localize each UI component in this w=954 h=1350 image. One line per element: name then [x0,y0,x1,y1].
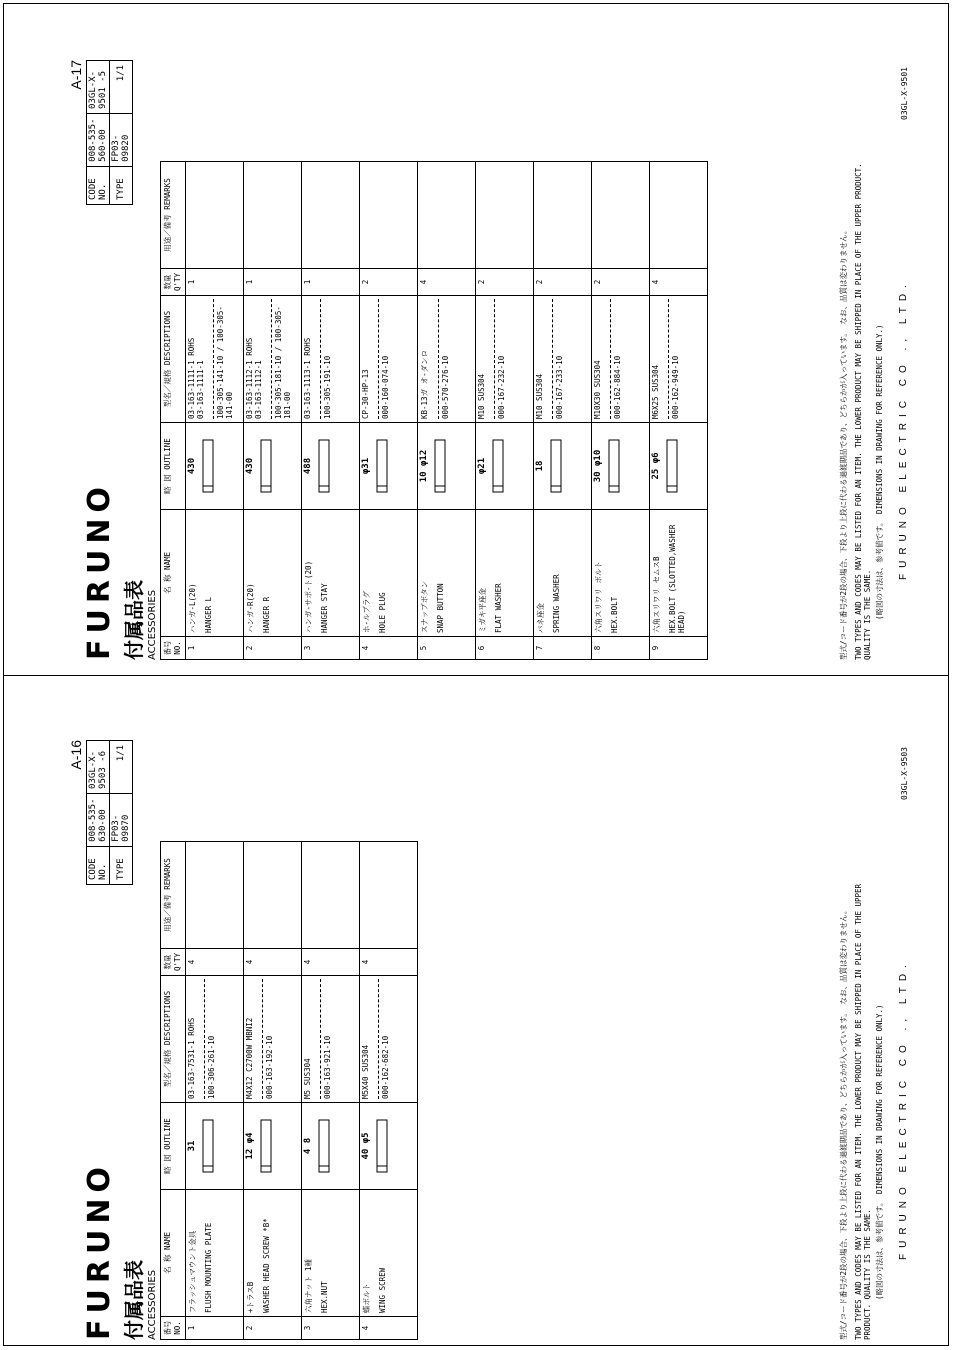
row-desc [592,296,650,423]
name-jp: 蝶ボルト [362,1283,371,1313]
row-name [592,510,650,637]
doc-id: 03GL-X-9501 [900,67,909,120]
row-qty: 2 [360,269,418,296]
row-name [418,510,476,637]
row-no: 1 [186,1317,244,1340]
row-no: 6 [476,637,534,660]
desc-line1: M5 SUS304 [303,1058,312,1099]
outline-dimension: 430 [245,457,255,475]
name-en: FLUSH MOUNTING PLATE [204,1222,213,1313]
table-row [592,162,650,660]
part-drawing-icon [313,1116,335,1176]
part-drawing-icon [197,1116,219,1176]
type-value: FP03-09870 [110,793,133,846]
doc-id: 03GL-X-9503 [900,747,909,800]
code-number: 000-163-192-10 [262,979,274,1099]
title-block [118,580,158,660]
desc-line1: M5X40 SUS304 [361,1044,370,1099]
row-desc [244,976,302,1103]
name-en: HEX.NUT [320,1281,329,1313]
code-number: 000-570-276-10 [438,299,450,419]
row-desc [244,296,302,423]
row-desc [302,976,360,1103]
row-name [360,510,418,637]
row-desc [186,976,244,1103]
row-no: 2 [244,637,302,660]
row-name [476,510,534,637]
row-qty: 4 [302,949,360,976]
code-number: 000-163-921-10 [320,979,332,1099]
part-drawing-icon [255,436,277,496]
row-name [244,510,302,637]
row-remarks [302,162,360,269]
table-row [244,842,302,1340]
row-name [302,510,360,637]
row-remarks [186,162,244,269]
name-jp: ハンガ-R(20) [246,583,255,633]
row-remarks [302,842,360,949]
name-en: WASHER HEAD SCREW *B* [262,1218,271,1313]
row-remarks [476,162,534,269]
note-en1: TWO TYPES AND CODES MAY BE LISTED FOR AN ITEM. THE LOWER PRODUCT MAY BE SHIPPED IN PLACE OF THE UPPER [854,883,863,1340]
name-en: SPRING WASHER [552,574,561,633]
page-divider [3,675,949,676]
accessories-table [160,841,418,1340]
row-desc [302,296,360,423]
part-drawing-icon [313,436,335,496]
name-jp: 六角スリワリ ボルト [594,560,603,633]
note-jp: 型式/コード番号が2段の場合、下段より上段に代わる過渡期品であり、どちらかが入っています。 なお、品質は変わりません。 [839,226,848,660]
part-drawing-icon [487,436,509,496]
row-outline [302,423,360,510]
row-qty: 4 [418,269,476,296]
type-label: TYPE [110,846,133,884]
desc-line1: M10 SUS304 [535,373,544,419]
note-jp: 型式/コード番号が2段の場合、下段より上段に代わる過渡期品であり、どちらかが入っています。 なお、品質は変わりません。 [839,906,848,1340]
header-qty: 数量 Q'TY [161,269,186,296]
name-en: HOLE PLUG [378,592,387,633]
row-name [534,510,592,637]
desc-line2: 03-163-1111-1 [196,360,205,419]
row-remarks [186,842,244,949]
row-outline [302,1103,360,1190]
part-drawing-icon [255,1116,277,1176]
row-desc [360,296,418,423]
row-name [244,1190,302,1317]
outline-dimension: 40 φ5 [361,1132,371,1160]
row-name [360,1190,418,1317]
sheet-count: 1/1 [110,61,133,114]
page-number: A-17 [68,60,84,90]
desc-line1: 03-163-1112-1 ROHS [245,337,254,419]
row-outline [476,423,534,510]
row-name [186,510,244,637]
desc-line1: M10X30 SUS304 [593,360,602,419]
header-name: 名 称 NAME [161,1190,186,1317]
row-qty: 2 [534,269,592,296]
header-no: 番号 NO. [161,1317,186,1340]
table-header [161,842,186,1340]
header-qty: 数量 Q'TY [161,949,186,976]
code-suffix: 03GL-X-9503 -6 [87,741,110,794]
name-en: FLAT WASHER [494,583,503,633]
row-outline [360,1103,418,1190]
table-row [534,162,592,660]
title-en: ACCESSORIES [147,589,158,660]
outline-dimension: 25 φ6 [651,452,661,480]
row-no: 4 [360,1317,418,1340]
code-suffix: 03GL-X-9501 -5 [87,61,110,114]
furuno-logo: FURUNO [82,481,117,660]
table-header [161,162,186,660]
code-no-label: CODE NO. [87,166,110,204]
title-jp: 付属品表 [122,580,146,660]
row-remarks [418,162,476,269]
row-outline [592,423,650,510]
row-desc [476,296,534,423]
code-box [86,60,133,205]
code-no: 008-535-630-00 [87,793,110,846]
outline-dimension: 18 [535,460,545,472]
row-outline [186,423,244,510]
table-row [360,842,418,1340]
row-desc [534,296,592,423]
code-no-label: CODE NO. [87,846,110,884]
code-number: 100-306-261-10 [204,979,216,1099]
name-jp: ミガキ平座金 [478,588,487,633]
desc-line1: M10 SUS304 [477,373,486,419]
outline-dimension: φ21 [477,457,487,475]
row-outline [186,1103,244,1190]
row-name [302,1190,360,1317]
table-row [302,842,360,1340]
table-row [244,162,302,660]
note-dim: (略図の寸法は、参考値です。 DIMENSIONS IN DRAWING FOR REFERENCE ONLY.) [875,1004,884,1300]
table-row [302,162,360,660]
row-desc [360,976,418,1103]
desc-line1: 03-163-7531-1 ROHS [187,1017,196,1099]
row-qty: 1 [186,269,244,296]
row-desc [650,296,708,423]
outline-dimension: 12 φ4 [245,1132,255,1160]
header-remarks: 用途／備考 REMARKS [161,842,186,949]
accessories-table [160,161,708,660]
header-name: 名 称 NAME [161,510,186,637]
name-jp: フラッシュマウント金具 [188,1230,197,1313]
row-remarks [360,842,418,949]
row-outline [534,423,592,510]
header-no: 番号 NO. [161,637,186,660]
outline-dimension: 10 φ12 [419,449,429,483]
code-no: 008-535-560-00 [87,113,110,166]
note-en2: QUALITY IS THE SAME. [863,569,872,660]
row-no: 3 [302,637,360,660]
furuno-logo: FURUNO [82,1161,117,1340]
desc-line2: 03-163-1112-1 [254,360,263,419]
part-drawing-icon [429,436,451,496]
row-no: 1 [186,637,244,660]
name-en: WING SCREW [378,1267,387,1313]
row-no: 9 [650,637,708,660]
part-drawing-icon [371,1116,393,1176]
title-block [118,1260,158,1340]
desc-line1: M6X25 SUS304 [651,364,660,419]
part-drawing-icon [371,436,393,496]
row-qty: 1 [302,269,360,296]
table-row [650,162,708,660]
type-label: TYPE [110,166,133,204]
row-remarks [592,162,650,269]
row-outline [244,423,302,510]
row-qty: 4 [650,269,708,296]
row-remarks [244,842,302,949]
title-jp: 付属品表 [122,1260,146,1340]
name-jp: 六角スリワリ セムスB [652,556,661,633]
header-outline: 略 図 OUTLINE [161,1103,186,1190]
header-remarks: 用途／備考 REMARKS [161,162,186,269]
part-drawing-icon [661,436,683,496]
row-remarks [360,162,418,269]
code-number: 100-305-181-10 / 100-305-181-00 [271,299,292,419]
name-en: SNAP BUTTON [436,583,445,633]
part-drawing-icon [197,436,219,496]
desc-line1: M4X12 C2700W MBNI2 [245,1017,254,1099]
name-en: HEX.BOLT (SLOTTED,WASHER HEAD) [668,524,686,633]
name-en: HANGER R [262,596,271,633]
row-name [650,510,708,637]
code-number: 000-162-884-10 [610,299,622,419]
table-row [418,162,476,660]
row-remarks [244,162,302,269]
row-no: 8 [592,637,650,660]
row-qty: 2 [592,269,650,296]
page-number: A-16 [68,740,84,770]
code-number: 000-167-232-10 [494,299,506,419]
row-outline [244,1103,302,1190]
row-qty: 4 [186,949,244,976]
header-desc: 型名／規格 DESCRIPTIONS [161,296,186,423]
outline-dimension: φ31 [361,457,371,475]
row-no: 4 [360,637,418,660]
name-jp: +トラスB [246,1281,255,1313]
header-outline: 略 図 OUTLINE [161,423,186,510]
code-number: 100-305-191-10 [320,299,332,419]
code-number: 000-162-682-10 [378,979,390,1099]
title-en: ACCESSORIES [147,1269,158,1340]
code-number: 000-162-949-10 [668,299,680,419]
company-name: FURUNO ELECTRIC CO ., LTD. [898,959,909,1260]
row-outline [360,423,418,510]
outline-dimension: 30 φ10 [593,449,603,483]
desc-line1: 03-163-1111-1 ROHS [187,337,196,419]
header-desc: 型名／規格 DESCRIPTIONS [161,976,186,1103]
table-row [186,162,244,660]
row-no: 2 [244,1317,302,1340]
code-number: 100-305-141-10 / 100-305-141-00 [213,299,234,419]
row-qty: 4 [244,949,302,976]
name-en: HANGER STAY [320,583,329,633]
row-outline [418,423,476,510]
row-no: 3 [302,1317,360,1340]
name-jp: バネ座金 [536,603,545,633]
row-outline [650,423,708,510]
row-qty: 1 [244,269,302,296]
desc-line1: 03-163-1113-1 ROHS [303,337,312,419]
row-remarks [650,162,708,269]
code-number: 000-167-233-10 [552,299,564,419]
name-jp: ハンガ-サポ-ト(20) [304,560,313,633]
name-jp: ホ-ルプラグ [362,590,371,633]
outline-dimension: 4 8 [303,1137,313,1155]
table-row [476,162,534,660]
name-jp: スナップボタン [420,580,429,633]
row-desc [418,296,476,423]
sheet-count: 1/1 [110,741,133,794]
row-name [186,1190,244,1317]
name-en: HANGER L [204,596,213,633]
outline-dimension: 430 [187,457,197,475]
name-en: HEX.BOLT [610,596,619,633]
row-desc [186,296,244,423]
name-jp: ハンガ-L(20) [188,583,197,633]
outline-dimension: 488 [303,457,313,475]
name-jp: 六角ナット 1種 [304,1259,313,1313]
row-remarks [534,162,592,269]
table-row [186,842,244,1340]
note-dim: (略図の寸法は、参考値です。 DIMENSIONS IN DRAWING FOR REFERENCE ONLY.) [875,324,884,620]
row-qty: 2 [476,269,534,296]
row-no: 5 [418,637,476,660]
desc-line1: CP-30-HP-13 [361,369,370,419]
outline-dimension: 31 [187,1140,197,1152]
code-box [86,740,133,885]
type-value: FP03-09820 [110,113,133,166]
note-en2: PRODUCT. QUALITY IS THE SAME. [863,1209,872,1340]
part-drawing-icon [545,436,567,496]
row-no: 7 [534,637,592,660]
code-number: 000-160-074-10 [378,299,390,419]
note-en1: TWO TYPES AND CODES MAY BE LISTED FOR AN ITEM. THE LOWER PRODUCT MAY BE SHIPPED IN PLACE OF THE UPPER PRODUCT. [854,163,863,660]
desc-line1: KB-13ガ オ-ダンロ [420,349,429,419]
part-drawing-icon [603,436,625,496]
row-qty: 4 [360,949,418,976]
company-name: FURUNO ELECTRIC CO ., LTD. [898,279,909,580]
table-row [360,162,418,660]
